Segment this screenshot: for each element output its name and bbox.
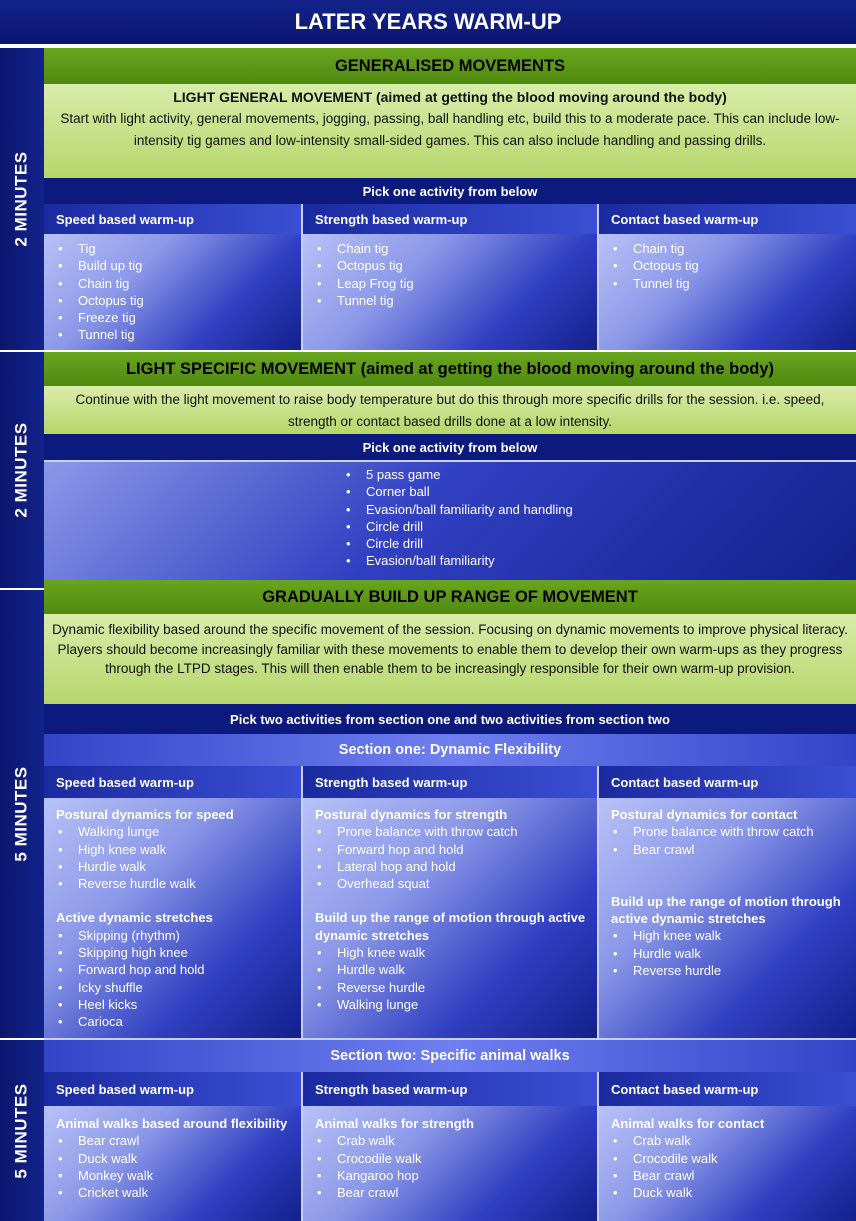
list-item: • High knee walk — [611, 927, 846, 944]
list-item: • Bear crawl — [56, 1132, 291, 1149]
block1-pick-label: Pick one activity from below — [44, 178, 856, 204]
list-item: • Tunnel tig — [611, 275, 846, 292]
list-item: • Duck walk — [56, 1150, 291, 1167]
list-item: • Duck walk — [611, 1184, 846, 1201]
list-item: • Prone balance with throw catch — [611, 823, 846, 840]
list-item: • Lateral hop and hold — [315, 858, 587, 875]
list-item: • Icky shuffle — [56, 979, 291, 996]
block4-speed-cell — [44, 1106, 303, 1221]
block1-col-strength-header: Strength based warm-up — [303, 204, 599, 234]
list-item: • Forward hop and hold — [56, 961, 291, 978]
block1-strength-list — [303, 234, 599, 350]
list-item: • High knee walk — [56, 841, 291, 858]
list-item: • Bear crawl — [611, 841, 846, 858]
list-item: • Freeze tig — [56, 309, 291, 326]
list-item: • Tig — [56, 240, 291, 257]
list-item: • Prone balance with throw catch — [315, 823, 587, 840]
light-specific-movement-heading: LIGHT SPECIFIC MOVEMENT (aimed at getting the blood moving around the body) — [44, 352, 856, 386]
list-item: • Chain tig — [611, 240, 846, 257]
list-item: • Walking lunge — [56, 823, 291, 840]
list-item: • Octopus tig — [56, 292, 291, 309]
list-item: • Reverse hurdle — [611, 962, 846, 979]
group-title: Build up the range of motion through active dynamic stretches — [611, 893, 841, 927]
light-general-movement-subheading: LIGHT GENERAL MOVEMENT (aimed at getting the blood moving around the body) — [173, 89, 727, 105]
block3-col-strength-header: Strength based warm-up — [303, 766, 599, 798]
block1-speed-list — [44, 234, 303, 350]
section-two-title: Section two: Specific animal walks — [44, 1038, 856, 1072]
list-item: • Crab walk — [315, 1132, 587, 1149]
group-title: Postural dynamics for contact — [611, 807, 798, 822]
block4-col-contact-header: Contact based warm-up — [599, 1072, 856, 1106]
list-item: • High knee walk — [315, 944, 587, 961]
time-label-block3: 5 MINUTES — [0, 588, 44, 1038]
list-item: • Evasion/ball familiarity — [344, 552, 664, 569]
list-item: • Crab walk — [611, 1132, 846, 1149]
list-item: • Kangaroo hop — [315, 1167, 587, 1184]
list-item: • Tunnel tig — [56, 326, 291, 343]
list-item: • 5 pass game — [344, 466, 664, 483]
list-item: • Crocodile walk — [315, 1150, 587, 1167]
list-item: • Overhead squat — [315, 875, 587, 892]
list-item: • Carioca — [56, 1013, 291, 1030]
block3-col-speed-header: Speed based warm-up — [44, 766, 303, 798]
list-item: • Forward hop and hold — [315, 841, 587, 858]
range-of-movement-heading: GRADUALLY BUILD UP RANGE OF MOVEMENT — [44, 580, 856, 614]
list-item: • Crocodile walk — [611, 1150, 846, 1167]
block3-contact-cell — [599, 798, 856, 1038]
block2-pick-label: Pick one activity from below — [44, 434, 856, 462]
group-title: Postural dynamics for strength — [315, 807, 508, 822]
block2-activity-list — [44, 462, 856, 588]
block3-pick-label: Pick two activities from section one and two activities from section two — [44, 704, 856, 734]
list-item: • Walking lunge — [315, 996, 587, 1013]
list-item: • Hurdle walk — [56, 858, 291, 875]
list-item: • Corner ball — [344, 483, 664, 500]
list-item: • Bear crawl — [611, 1167, 846, 1184]
block3-col-contact-header: Contact based warm-up — [599, 766, 856, 798]
list-item: • Hurdle walk — [611, 945, 846, 962]
time-label-block4: 5 MINUTES — [0, 1038, 44, 1221]
list-item: • Bear crawl — [315, 1184, 587, 1201]
list-item: • Circle drill — [344, 535, 664, 552]
block1-col-speed-header: Speed based warm-up — [44, 204, 303, 234]
block4-strength-cell — [303, 1106, 599, 1221]
block3-strength-cell — [303, 798, 599, 1038]
list-item: • Octopus tig — [611, 257, 846, 274]
list-item: • Cricket walk — [56, 1184, 291, 1201]
group-title: Animal walks for contact — [611, 1116, 765, 1131]
list-item: • Evasion/ball familiarity and handling — [344, 501, 664, 518]
block2-description: Continue with the light movement to raise body temperature but do this through more specific drills for the session. i.e. speed, strength or contact based drills done at a low intensity. — [44, 386, 856, 434]
list-item: • Build up tig — [56, 257, 291, 274]
list-item: • Skipping (rhythm) — [56, 927, 291, 944]
time-label-block1: 2 MINUTES — [0, 46, 44, 350]
block1-contact-list — [599, 234, 856, 350]
block4-contact-cell — [599, 1106, 856, 1221]
time-label-block2: 2 MINUTES — [0, 350, 44, 588]
block1-col-contact-header: Contact based warm-up — [599, 204, 856, 234]
list-item: • Monkey walk — [56, 1167, 291, 1184]
list-item: • Skipping high knee — [56, 944, 291, 961]
list-item: • Tunnel tig — [315, 292, 587, 309]
list-item: • Hurdle walk — [315, 961, 587, 978]
block3-description: Dynamic flexibility based around the specific movement of the session. Focusing on dynamic movements to improve physical literacy. Players should become increasingly familiar with these movements to enable them to develop their own warm-ups as they progress through the LTPD stages. This will then enable them to be increasingly responsible for their own warm-up provision. — [44, 614, 856, 704]
block4-col-speed-header: Speed based warm-up — [44, 1072, 303, 1106]
list-item: • Circle drill — [344, 518, 664, 535]
block4-col-strength-header: Strength based warm-up — [303, 1072, 599, 1106]
block1-description-panel — [44, 84, 856, 178]
group-title: Build up the range of motion through active dynamic stretches — [315, 910, 586, 943]
section-one-title: Section one: Dynamic Flexibility — [44, 734, 856, 766]
list-item: • Reverse hurdle — [315, 979, 587, 996]
group-title: Postural dynamics for speed — [56, 807, 234, 822]
group-title: Animal walks based around flexibility — [56, 1116, 288, 1131]
list-item: • Heel kicks — [56, 996, 291, 1013]
group-title: Animal walks for strength — [315, 1116, 474, 1131]
list-item: • Chain tig — [315, 240, 587, 257]
list-item: • Octopus tig — [315, 257, 587, 274]
block3-speed-cell — [44, 798, 303, 1038]
block1-description: Start with light activity, general movements, jogging, passing, ball handling etc, build this to a moderate pace. This can include low-intensity tig games and low-intensity small-sided games. This can also include handling and passing drills. — [60, 111, 840, 148]
list-item: • Reverse hurdle walk — [56, 875, 291, 892]
list-item: • Leap Frog tig — [315, 275, 587, 292]
page-title: LATER YEARS WARM-UP — [0, 0, 856, 46]
group-title: Active dynamic stretches — [56, 910, 213, 926]
generalised-movements-heading: GENERALISED MOVEMENTS — [44, 48, 856, 84]
list-item: • Chain tig — [56, 275, 291, 292]
